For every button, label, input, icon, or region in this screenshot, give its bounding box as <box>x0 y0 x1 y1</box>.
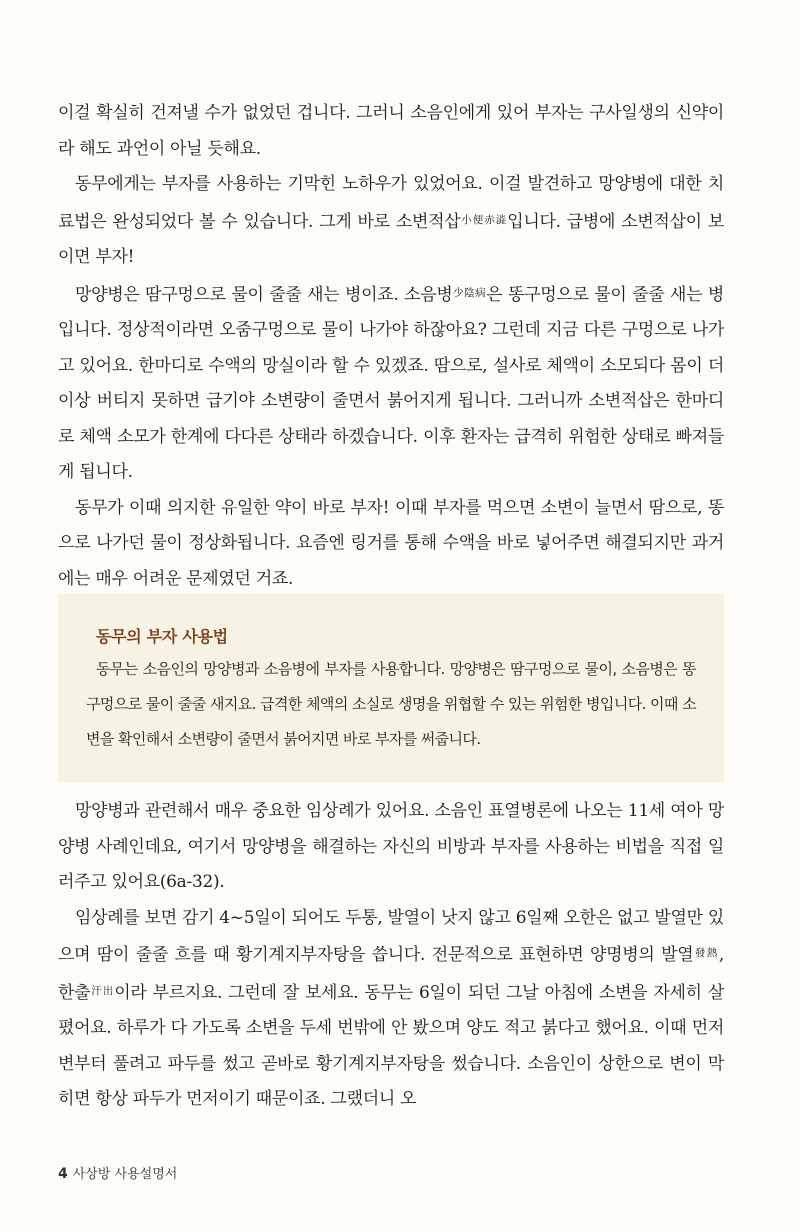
box-title: 동무의 부자 사용법 <box>96 627 228 646</box>
paragraph: 망양병과 관련해서 매우 중요한 임상례가 있어요. 소음인 표열병론에 나오는 11세 여아 망양병 사례인데요, 여기서 망양병을 해결하는 자신의 비방과 부자를 사용하는 비법을 직접 일러주고 있어요(6a-32). <box>58 801 724 892</box>
page-footer <box>58 1163 177 1182</box>
top-text-section <box>58 96 724 597</box>
paragraph <box>58 276 724 491</box>
box-body <box>86 652 696 757</box>
page-number: 4 <box>58 1166 68 1182</box>
box-paragraph: 동무는 소음인의 망양병과 소음병에 부자를 사용합니다. 망양병은 땀구멍으로 물이, 소음병은 똥구멍으로 물이 줄줄 새지요. 급격한 체액의 소실로 생명을 위협할 수 있는 위험한 병입니다. 이때 소변을 확인해서 소변량이 줄면서 붉어지면 바로 부자를 써줍니다. <box>86 660 696 748</box>
text-run: 이라 부르지요. 그런데 잘 보세요. 동무는 6일이 되던 그날 아침에 소변을 자세히 살폈어요. 하루가 다 가도록 소변을 두세 번밖에 안 봤으며 양도 적고 붉다고 했어요. 이때 먼저 변부터 풀려고 파두를 썼고 곧바로 황기계지부자탕을 썼습니다. 소음인이 상한으로 변이 막히면 항상 파두가 먼저이기 때문이죠. 그랬더니 오 <box>58 982 725 1109</box>
hanja-annotation: 發熱 <box>693 947 719 959</box>
paragraph <box>58 167 724 276</box>
hanja-annotation: 少陰病 <box>452 286 487 299</box>
text-run: 입니다. 급병에 소변적삽이 보이면 부자! <box>58 211 725 267</box>
paragraph <box>58 901 724 1118</box>
text-run: 임상례를 보면 감기 4~5일이 되어도 두통, 발열이 낫지 않고 6일째 오한은 없고 발열만 있으며 땀이 줄줄 흐를 때 황기계지부자탕을 씁니다. 전문적으로 표현하면 양명병의 발열 <box>58 907 724 965</box>
text-run: 은 똥구멍으로 물이 줄줄 새는 병입니다. 정상적이라면 오줌구멍으로 물이 나가야 하잖아요? 그런데 지금 다른 구멍으로 나가고 있어요. 한마디로 수액의 망실이라 할 수 있겠죠. 땀으로, 설사로 체액이 소모되다 몸이 더 이상 버티지 못하면 급기야 소변량이 줄면서 붉어지게 됩니다. 그러니까 소변적삽은 한마디로 체액 소모가 한계에 다다른 상태라 하겠습니다. 이후 환자는 급격히 위험한 상태로 빠져들게 됩니다. <box>58 284 725 482</box>
hanja-annotation: 小便赤澁 <box>460 213 508 226</box>
book-title: 사상방 사용설명서 <box>72 1167 178 1182</box>
text-run: 망양병은 땀구멍으로 물이 줄줄 새는 병이죠. 소음병 <box>75 284 453 305</box>
paragraph: 이걸 확실히 건져낼 수가 없었던 겁니다. 그러니 소음인에게 있어 부자는 구사일생의 신약이라 해도 과언이 아닐 듯해요. <box>58 103 724 159</box>
hanja-annotation: 汗出 <box>90 984 115 997</box>
bottom-text-section <box>58 794 724 1118</box>
paragraph: 동무가 이때 의지한 유일한 약이 바로 부자! 이때 부자를 먹으면 소변이 늘면서 땀으로, 똥으로 나가던 물이 정상화됩니다. 요즘엔 링거를 통해 수액을 바로 넣어주면 해결되지만 과거에는 매우 어려운 문제였던 거죠. <box>58 497 724 589</box>
text-run: 동무에게는 부자를 사용하는 기막힌 노하우가 있었어요. 이걸 발견하고 망양병에 대한 치료법은 완성되었다 볼 수 있습니다. 그게 바로 소변적삽 <box>58 174 724 232</box>
text-run: , 한출 <box>58 945 724 1003</box>
